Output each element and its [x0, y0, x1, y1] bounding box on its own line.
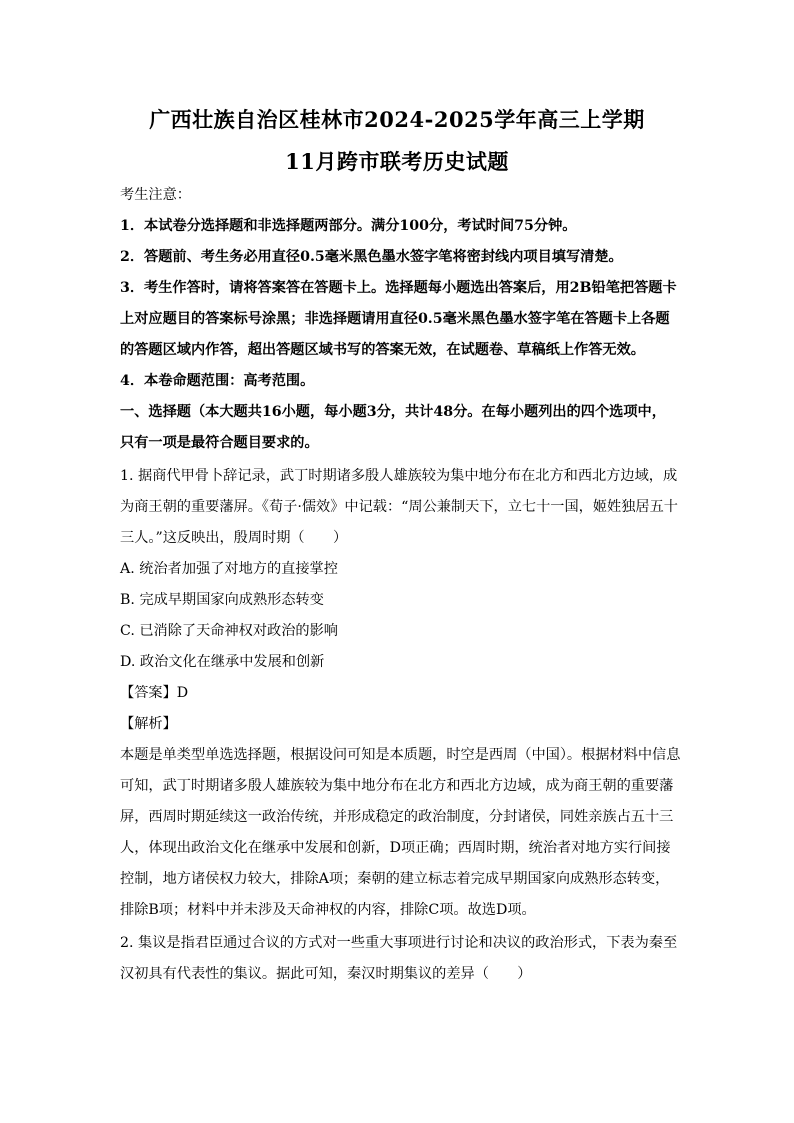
question-1-line-1: 1. 据商代甲骨卜辞记录，武丁时期诸多殷人雄族较为集中地分布在北方和西北方边域，成: [120, 468, 678, 484]
analysis-heading: 【解析】: [120, 716, 177, 732]
answer-label: 【答案】D: [120, 685, 189, 701]
analysis-line-4: 人，体现出政治文化在继承中发展和创新，D项正确；西周时期，统治者对地方实行间接: [120, 840, 671, 856]
analysis-line-3: 屏，西周时期延续这一政治传统，并形成稳定的政治制度，分封诸侯，同姓亲族占五十三: [120, 809, 674, 825]
analysis-line-6: 排除B项；材料中并未涉及天命神权的内容，排除C项。故选D项。: [120, 902, 536, 918]
section-heading-line-2: 只有一项是最符合题目要求的。: [120, 435, 319, 451]
question-1-option-a: A. 统治者加强了对地方的直接掌控: [120, 561, 338, 577]
analysis-line-2: 可知，武丁时期诸多殷人雄族较为集中地分布在北方和西北方边域，成为商王朝的重要藩: [120, 778, 674, 794]
notice-item-3-line-3: 的答题区域内作答，超出答题区域书写的答案无效，在试题卷、草稿纸上作答无效。: [120, 342, 645, 358]
notice-item-3-line-2: 上对应题目的答案标号涂黑；非选择题请用直径0.5毫米黑色墨水签字笔在答题卡上各题: [120, 311, 670, 327]
analysis-line-1: 本题是单类型单选选择题，根据设问可知是本质题，时空是西周（中国）。根据材料中信息: [120, 747, 681, 763]
notice-heading: 考生注意：: [120, 187, 191, 203]
notice-item-4: 4．本卷命题范围：高考范围。: [120, 373, 315, 389]
question-1-line-3: 三人。”这反映出，殷周时期（ ）: [120, 530, 348, 546]
page-subtitle: 11月跨市联考历史试题: [285, 149, 509, 174]
page-title: 广西壮族自治区桂林市2024-2025学年高三上学期: [149, 107, 645, 132]
notice-item-1: 1．本试卷分选择题和非选择题两部分。满分100分，考试时间75分钟。: [120, 218, 577, 234]
notice-item-2: 2．答题前、考生务必用直径0.5毫米黑色墨水签字笔将密封线内项目填写清楚。: [120, 249, 623, 265]
question-2-line-1: 2. 集议是指君臣通过合议的方式对一些重大事项进行讨论和决议的政治形式，下表为秦至: [120, 935, 678, 951]
question-1-line-2: 为商王朝的重要藩屏。《荀子·儒效》中记载：“周公兼制天下，立七十一国，姬姓独居五十: [120, 499, 678, 515]
section-heading-line-1: 一、选择题（本大题共16小题，每小题3分，共计48分。在每小题列出的四个选项中，: [120, 404, 666, 420]
notice-item-3-line-1: 3．考生作答时，请将答案答在答题卡上。选择题每小题选出答案后，用2B铅笔把答题卡: [120, 280, 677, 296]
question-1-option-c: C. 已消除了天命神权对政治的影响: [120, 623, 338, 639]
question-2-line-2: 汉初具有代表性的集议。据此可知，秦汉时期集议的差异（ ）: [120, 966, 532, 982]
analysis-line-5: 控制，地方诸侯权力较大，排除A项；秦朝的建立标志着完成早期国家向成熟形态转变，: [120, 871, 670, 887]
question-1-option-d: D. 政治文化在继承中发展和创新: [120, 654, 325, 670]
question-1-option-b: B. 完成早期国家向成熟形态转变: [120, 592, 324, 608]
